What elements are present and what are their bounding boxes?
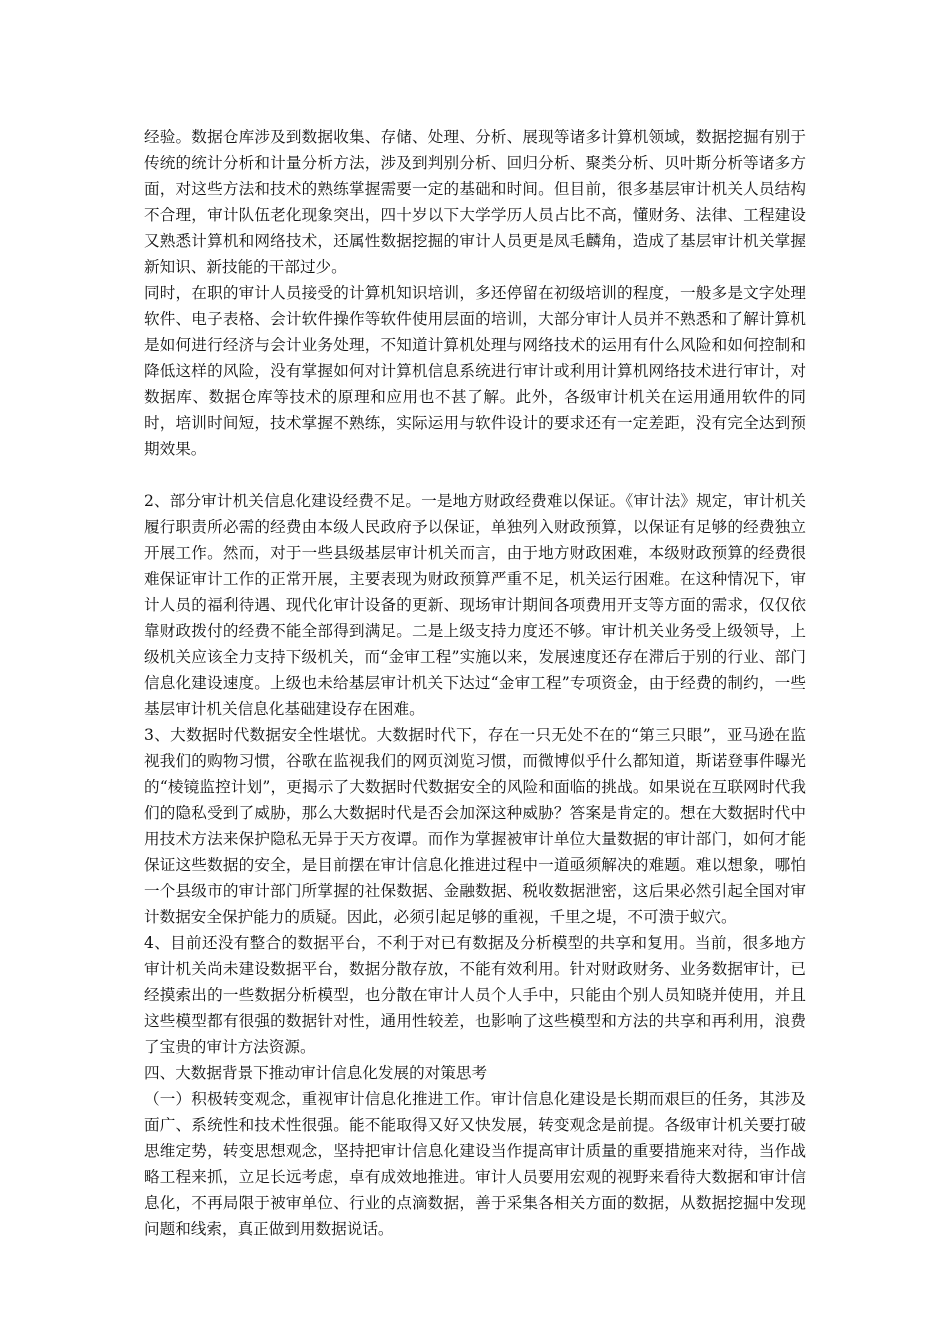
paragraph-measure-1: （一）积极转变观念，重视审计信息化推进工作。审计信息化建设是长期而艰巨的任务，其涉及面广、系统性和技术性很强。能不能取得又好又快发展，转变观念是前提。各级审计机关要打破思维定势，转变思想观念，坚持把审计信息化建设当作提高审计质量的重要措施来对待，当作战略工程来抓，立足长远考虑，卓有成效地推进。审计人员要用宏观的视野来看待大数据和审计信息化，不再局限于被审单位、行业的点滴数据，善于采集各相关方面的数据，从数据挖掘中发现问题和线索，真正做到用数据说话。 (144, 1090, 806, 1238)
section-heading: 四、大数据背景下推动审计信息化发展的对策思考 (144, 1064, 488, 1082)
paragraph-training: 同时，在职的审计人员接受的计算机知识培训，多还停留在初级培训的程度，一般多是文字处理软件、电子表格、会计软件操作等软件使用层面的培训，大部分审计人员并不熟悉和了解计算机是如何进行经济与会计业务处理，不知道计算机处理与网络技术的运用有什么风险和如何控制和降低这样的风险，没有掌握如何对计算机信息系统进行审计或利用计算机网络技术进行审计，对数据库、数据仓库等技术的原理和应用也不甚了解。此外，各级审计机关在运用通用软件的同时，培训时间短，技术掌握不熟练，实际运用与软件设计的要求还有一定差距，没有完全达到预期效果。 (144, 284, 806, 458)
document-page (144, 124, 806, 1242)
paragraph-continuation: 经验。数据仓库涉及到数据收集、存储、处理、分析、展现等诸多计算机领域，数据挖掘有别于传统的统计分析和计量分析方法，涉及到判别分析、回归分析、聚类分析、贝叶斯分析等诸多方面，对这些方法和技术的熟练掌握需要一定的基础和时间。但目前，很多基层审计机关人员结构不合理，审计队伍老化现象突出，四十岁以下大学学历人员占比不高，懂财务、法律、工程建设又熟悉计算机和网络技术，还属性数据挖掘的审计人员更是凤毛麟角，造成了基层审计机关掌握新知识、新技能的干部过少。 (144, 128, 806, 276)
paragraph-item-4: 4、目前还没有整合的数据平台，不利于对已有数据及分析模型的共享和复用。当前，很多地方审计机关尚未建设数据平台，数据分散存放，不能有效利用。针对财政财务、业务数据审计，已经摸索出的一些数据分析模型，也分散在审计人员个人手中，只能由个别人员知晓并使用，并且这些模型都有很强的数据针对性，通用性较差，也影响了这些模型和方法的共享和再利用，浪费了宝贵的审计方法资源。 (144, 934, 806, 1056)
paragraph-item-2: 2、部分审计机关信息化建设经费不足。一是地方财政经费难以保证。《审计法》规定，审计机关履行职责所必需的经费由本级人民政府予以保证，单独列入财政预算，以保证有足够的经费独立开展工作。然而，对于一些县级基层审计机关而言，由于地方财政困难，本级财政预算的经费很难保证审计工作的正常开展，主要表现为财政预算严重不足，机关运行困难。在这种情况下，审计人员的福利待遇、现代化审计设备的更新、现场审计期间各项费用开支等方面的需求，仅仅依靠财政拨付的经费不能全部得到满足。二是上级支持力度还不够。审计机关业务受上级领导，上级机关应该全力支持下级机关，而“金审工程”实施以来，发展速度还存在滞后于别的行业、部门信息化建设速度。上级也未给基层审计机关下达过“金审工程”专项资金，由于经费的制约，一些基层审计机关信息化基础建设存在困难。 (144, 492, 806, 718)
paragraph-item-3: 3、大数据时代数据安全性堪忧。大数据时代下，存在一只无处不在的“第三只眼”，亚马逊在监视我们的购物习惯，谷歌在监视我们的网页浏览习惯，而微博似乎什么都知道，斯诺登事件曝光的“棱镜监控计划”，更揭示了大数据时代数据安全的风险和面临的挑战。如果说在互联网时代我们的隐私受到了威胁，那么大数据时代是否会加深这种威胁？答案是肯定的。想在大数据时代中用技术方法来保护隐私无异于天方夜谭。而作为掌握被审计单位大量数据的审计部门，如何才能保证这些数据的安全，是目前摆在审计信息化推进过程中一道亟须解决的难题。难以想象，哪怕一个县级市的审计部门所掌握的社保数据、金融数据、税收数据泄密，这后果必然引起全国对审计数据安全保护能力的质疑。因此，必须引起足够的重视，千里之堤，不可溃于蚁穴。 (144, 726, 806, 926)
blank-line (144, 462, 806, 488)
